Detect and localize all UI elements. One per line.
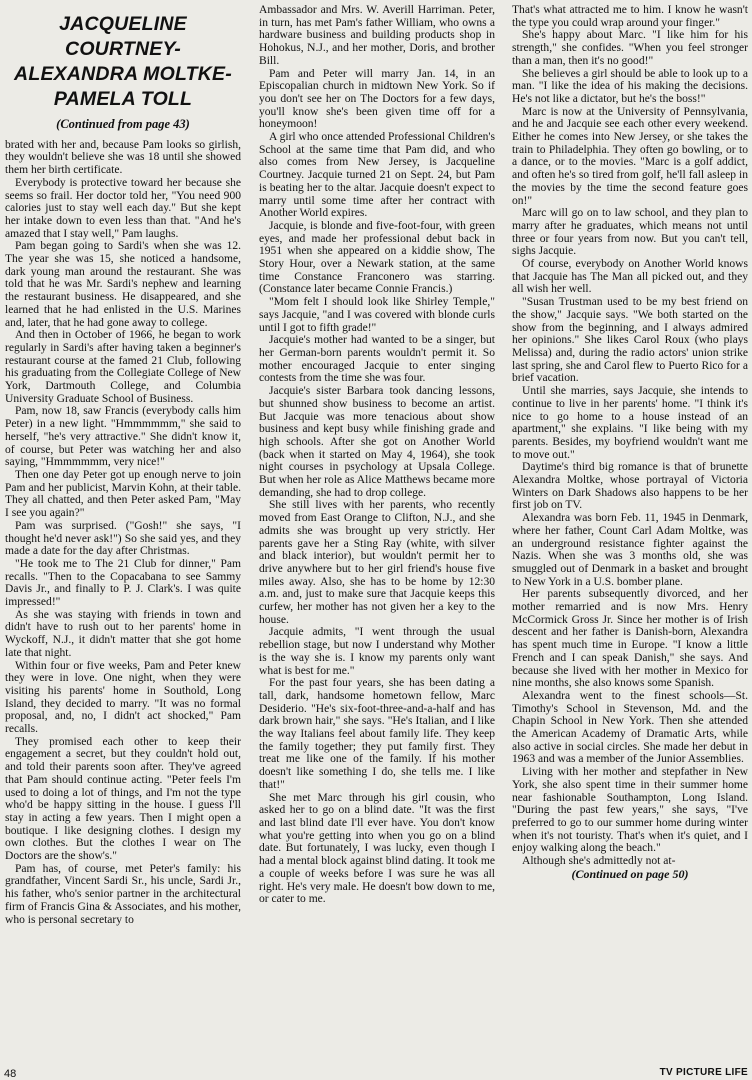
paragraph: Marc will go on to law school, and they plan to marry after he graduates, which means not until three or four years from now. But you can't tell, sighs Jacquie.: [512, 207, 748, 258]
paragraph: Jacquie's sister Barbara took dancing lessons, but shunned show business to become an artist. But Jacquie was more tenacious about show business and kept busy while finishing grade and high schools. After she got on Another World (back when it started on May 4, 1964), she took night courses in psychology at Upsala College. But when her role as Alice Matthews became more demanding, she had to drop college.: [259, 385, 495, 499]
paragraph: As she was staying with friends in town and didn't have to rush out to her parents' home in Wyckoff, N.J., it didn't matter that she got home late that night.: [5, 608, 241, 659]
paragraph: For the past four years, she has been dating a tall, dark, handsome hometown fellow, Marc Desiderio. "He's six-foot-three-and-a-half and has dark brown hair," she says. "He's Italian, and I like the way Italians feel about family life. They keep the family together; they put family first. They treat me like one of the family. If his mother doesn't like something I do, she tells me. I like that!": [259, 677, 495, 791]
paragraph: Then one day Peter got up enough nerve to join Pam and her publicist, Marvin Kohn, at their table. They all chatted, and then Peter asked Pam, "May I see you again?": [5, 468, 241, 520]
column-3: [512, 4, 748, 881]
paragraph: Pam has, of course, met Peter's family: his grandfather, Vincent Sardi Sr., his uncle, Sardi Jr., his father, who's senior partner in the architectural firm of Francis Gina & Associates, and his mother, who is personal secretary to: [5, 862, 241, 926]
paragraph: Although she's admittedly not at-: [522, 855, 676, 868]
paragraph: And then in October of 1966, he began to work regularly in Sardi's after having taken a beginner's restaurant course at the famed 21 Club, following his graduating from the Collegiate College of New York, Dartmouth College, and Columbia University Graduate School of Business.: [5, 329, 241, 405]
paragraph: "He took me to The 21 Club for dinner," Pam recalls. "Then to the Copacabana to see Sammy Davis Jr., and finally to P. J. Clark's. I was quite impressed!": [5, 557, 241, 609]
paragraph: They promised each other to keep their engagement a secret, but they couldn't hold out, and told their parents soon after. They've agreed that Pam should continue acting. "Peter feels I'm used to doing a lot of things, and I'm not the type who'd be happy sitting in the house. I guess I'll stay in acting a few years. Then I might open a boutique. I like designing clothes. I design my own clothes. But the clothes I wear on The Doctors are the show's.": [5, 735, 241, 863]
column-2: [259, 4, 495, 906]
paragraph: Pam was surprised. ("Gosh!" she says, "I thought he'd never ask!") So she said yes, and they made a date for the day after Christmas.: [5, 519, 241, 558]
article-headline: [5, 12, 241, 112]
column-1: [5, 4, 241, 926]
paragraph: Marc is now at the University of Pennsylvania, and he and Jacquie see each other every weekend. Either he comes into New Jersey, or she takes the train to Philadelphia. They often go bowling, or to a dance, or to the movies. "Marc is a golf addict, and often he's so tired from golf, he'll fall asleep in the movies by the time the second feature goes on!": [512, 105, 748, 207]
paragraph: She still lives with her parents, who recently moved from East Orange to Clifton, N.J., and she admits she was brought up very strictly. Her parents gave her a Sting Ray (white, with silver and black interior), but wouldn't permit her to drive anywhere but to her girl friend's house five miles away. Also, she has to be home by 12:30 a.m. and, just to make sure that Jacquie keeps this curfew, her mother has not given her a key to the house.: [259, 499, 495, 626]
paragraph: Pam, now 18, saw Francis (everybody calls him Peter) in a new light. "Hmmmmmm," she said to herself, "he's very attractive." She didn't know it, of course, but Peter was watching her and also saying, "Hmmmmmm, very nice!": [5, 405, 241, 469]
paragraph: brated with her and, because Pam looks so girlish, they wouldn't believe she was 18 until she showed them her birth certificate.: [5, 138, 241, 177]
paragraph: Daytime's third big romance is that of brunette Alexandra Moltke, whose portrayal of Victoria Winters on Dark Shadows also happens to be her first job on TV.: [512, 461, 748, 512]
page-number: 48: [4, 1068, 17, 1080]
paragraph: "Susan Trustman used to be my best friend on the show," Jacquie says. "We both started on the show from the beginning, and I always admired her opinions." She likes Carol Roux (who plays Melissa) and, during the radio actors' union strike last spring, she and Carol flew to Puerto Rico for a brief vacation.: [512, 296, 748, 385]
paragraph: Within four or five weeks, Pam and Peter knew they were in love. One night, when they were visiting his parents' home in Southold, Long Island, they decided to marry. "It was no formal proposal, and, no, I didn't act shocked," Pam recalls.: [5, 659, 241, 736]
paragraph: She met Marc through his girl cousin, who asked her to go on a blind date. "It was the first and last blind date I'll ever have. You don't know what you're getting into when you go on a blind date. But fortunately, I was lucky, even though I had a mental block against blind dating. It took me a couple of weeks before I was sure he was all right. He's very male. He doesn't bow down to me, or cater to me.: [259, 791, 495, 906]
paragraph: Pam and Peter will marry Jan. 14, in an Episcopalian church in midtown New York. So if you don't see her on The Doctors for a few days, you'll know she's been given time off for a honeymoon!: [259, 67, 495, 131]
headline-line-2: ALEXANDRA MOLTKE-: [14, 63, 232, 85]
paragraph: Jacquie admits, "I went through the usual rebellion stage, but now I understand why Mother is the way she is. I know my parents only want what is best for me.": [259, 626, 495, 677]
headline-line-3: PAMELA TOLL: [53, 88, 193, 110]
paragraph: She believes a girl should be able to look up to a man. "I like the idea of his making the decisions. He's not like a dictator, but he's the boss!": [512, 67, 748, 105]
paragraph: Ambassador and Mrs. W. Averill Harriman. Peter, in turn, has met Pam's father William, who owns a hardware business and building products shop in Hohokus, N.J., and her mother, Doris, and brother Bill.: [259, 4, 495, 67]
paragraph: "Mom felt I should look like Shirley Temple," says Jacquie, "and I was covered with blonde curls until I got to fifth grade!": [259, 296, 495, 334]
paragraph: That's what attracted me to him. I know he wasn't the type you could wrap around your finger.": [512, 4, 748, 29]
paragraph: Alexandra was born Feb. 11, 1945 in Denmark, where her father, Count Carl Adam Moltke, was an underground resistance fighter against the Nazis. When she was 3 months old, she was smuggled out of Denmark in a basket and brought to New York in a U.S. bomber plane.: [512, 512, 748, 588]
paragraph: Living with her mother and stepfather in New York, she also spent time in their summer home near fashionable Southampton, Long Island. "During the past few years," she says, "I've preferred to go to our summer home during winter when it's not touristy. That's when it's quiet, and I enjoy walking along the beach.": [512, 766, 748, 855]
continued-on-note: (Continued on page 50): [571, 866, 689, 881]
paragraph: Pam began going to Sardi's when she was 12. The year she was 15, she noticed a handsome, dark young man around the restaurant. She was told that he was Mr. Sardi's nephew and learning the restaurant business. He disappeared, and she learned that he had enlisted in the U.S. Marines and, later, that he had gone away to college.: [5, 240, 241, 329]
paragraph: Until she marries, says Jacquie, she intends to continue to live in her parents' home. "I think it's nice to go home to a house instead of an apartment," she explains. "I like being with my parents. Besides, my boyfriend wouldn't want me to move out.": [512, 385, 748, 461]
paragraph: A girl who once attended Professional Children's School at the same time that Pam did, and who also comes from New Jersey, is Jacqueline Courtney. Jacquie turned 21 on Sept. 24, but Pam is beating her to the altar. Jacquie doesn't expect to marry until some time after her contract with Another World expires.: [259, 131, 495, 220]
paragraph: Her parents subsequently divorced, and her mother remarried and is now Mrs. Henry McCormick Gross Jr. Since her mother is of Irish descent and her father is Danish-born, Alexandra has spent much time in Europe. "I know a little French and I can speak Danish," she says. And because she lived with her mother in Mexico for nine months, she also knows some Spanish.: [512, 588, 748, 690]
paragraph: Jacquie's mother had wanted to be a singer, but her German-born parents wouldn't permit it. So mother encouraged Jacquie to enter singing contests from the time she was four.: [259, 334, 495, 385]
magazine-footer: TV PICTURE LIFE: [659, 1067, 748, 1078]
paragraph: Alexandra went to the finest schools—St. Timothy's School in Stevenson, Md. and the Chapin School in New York. Then she attended the American Academy of Dramatic Arts, while also active in social circles. She made her debut in 1963 and was a member of the Junior Assemblies.: [512, 689, 748, 766]
paragraph: Jacquie, is blonde and five-foot-four, with green eyes, and made her professional debut back in 1951 when she appeared on a kiddie show, The Story Hour, over a Newark station, at the same time Constance Franconero was starring. (Constance later became Connie Francis.): [259, 219, 495, 296]
paragraph: Of course, everybody on Another World knows that Jacquie has The Man all picked out, and they all wish her well.: [512, 258, 748, 296]
continued-from-note: (Continued from page 43): [56, 117, 190, 131]
headline-line-1: JACQUELINE COURTNEY-: [59, 13, 187, 60]
paragraph: She's happy about Marc. "I like him for his strength," she confides. "When you feel stronger than a man, then it's no good!": [512, 29, 748, 67]
paragraph: Everybody is protective toward her because she seems so frail. Her doctor told her, "You need 900 calories just to stay well each day." But she kept her intake down to even less than that. "And he's amazed that I stay well," Pam laughs.: [5, 176, 241, 240]
